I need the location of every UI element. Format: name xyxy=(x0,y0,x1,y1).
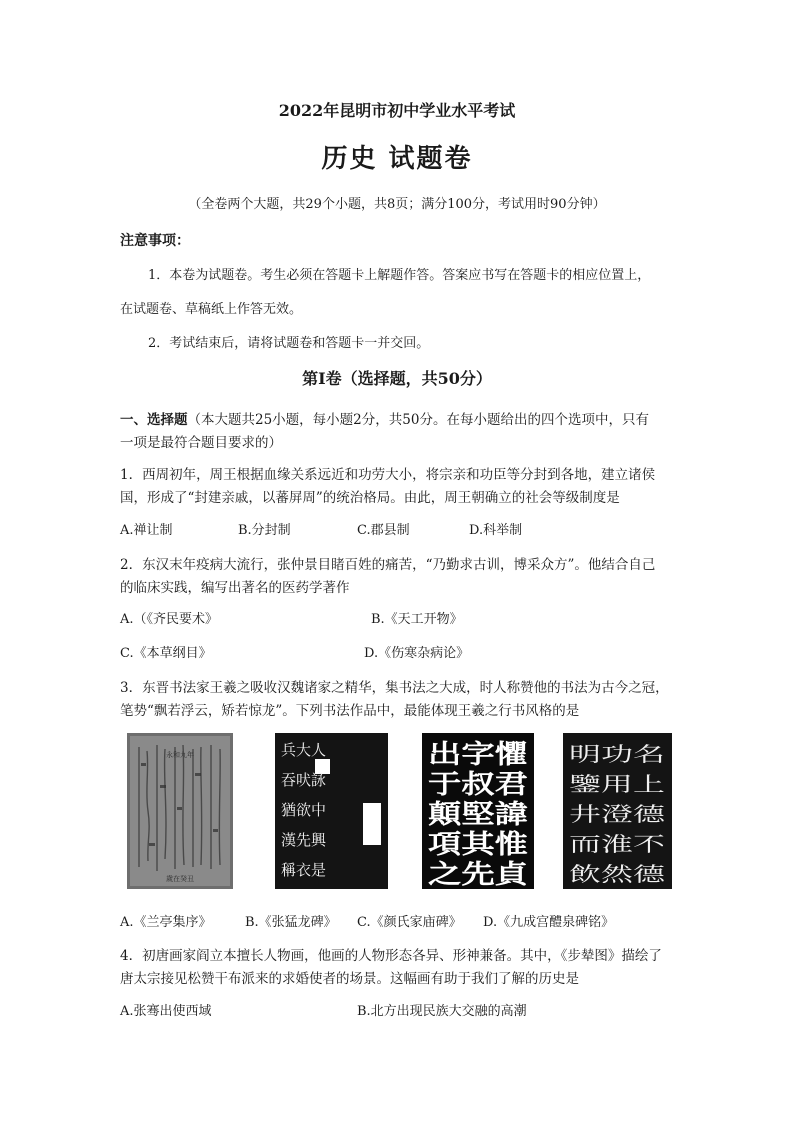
question-1-option-d: D.科举制 xyxy=(469,523,523,538)
question-1-line-2: 国，形成了“封建亲戚，以蕃屏周”的统治格局。由此，周王朝确立的社会等级制度是 xyxy=(120,490,620,506)
question-1-option-a: A.禅让制 xyxy=(120,523,173,538)
calligraphy-c-row-5: 之先貞 xyxy=(428,860,531,889)
calligraphy-b-col-4: 漢先興 xyxy=(281,831,327,849)
question-2-option-c: C.《本草纲目》 xyxy=(120,646,212,661)
calligraphy-c-row-3: 顛堅諱 xyxy=(428,800,528,830)
paper-info: （全卷两个大题，共29个小题，共8页；满分100分，考试用时90分钟） xyxy=(188,197,606,212)
calligraphy-c-row-4: 項其惟 xyxy=(428,830,507,860)
calligraphy-c-row-1: 出字懼 xyxy=(428,740,528,770)
note-item-2: 2．考试结束后，请将试题卷和答题卡一并交回。 xyxy=(148,336,430,351)
question-3-option-b: B.《张猛龙碑》 xyxy=(245,915,337,930)
question-2-line-1: 2．东汉末年疫病大流行，张仲景目睹百姓的痛苦，“乃勤求古训，博采众方”。他结合自己 xyxy=(120,557,656,573)
question-3-line-2: 笔势“飘若浮云，矫若惊龙”。下列书法作品中，最能体现王羲之行书风格的是 xyxy=(120,703,580,719)
question-3-line-1: 3．东晋书法家王羲之吸收汉魏诸家之精华，集书法之大成，时人称赞他的书法为古今之冠， xyxy=(120,680,669,696)
calligraphy-image-c xyxy=(422,733,534,889)
question-4-option-a: A.张骞出使西域 xyxy=(120,1004,212,1019)
calligraphy-b-col-5: 稱衣是 xyxy=(281,861,327,879)
paper-title: 历史 试题卷 xyxy=(321,144,473,174)
calligraphy-c-row-2: 于叔君 xyxy=(428,770,528,800)
question-1-line-1: 1．西周初年，周王根据血缘关系远近和功劳大小，将宗亲和功臣等分封到各地，建立诸侯 xyxy=(120,467,656,483)
exam-title: 2022年昆明市初中学业水平考试 xyxy=(278,101,516,120)
part-desc: （本大题共25小题，每小题2分，共50分。在每小题给出的四个选项中，只有 xyxy=(187,412,649,428)
part-label: 一、选择题 xyxy=(120,412,188,428)
calligraphy-a-text-1: 永和九年 xyxy=(166,751,194,759)
calligraphy-d-row-2: 鑒用上 xyxy=(569,772,665,796)
question-4-line-2: 唐太宗接见松赞干布派来的求婚使者的场景。这幅画有助于我们了解的历史是 xyxy=(120,971,579,987)
calligraphy-image-d xyxy=(563,733,672,889)
calligraphy-image-b xyxy=(275,733,388,889)
question-4-option-b: B.北方出现民族大交融的高潮 xyxy=(357,1004,527,1019)
calligraphy-d-row-3: 井澄德 xyxy=(569,802,667,826)
calligraphy-a-text-2: 歲在癸丑 xyxy=(166,875,194,883)
question-4-line-1: 4．初唐画家阎立本擅长人物画，他画的人物形态各异、形神兼备。其中，《步辇图》描绘了 xyxy=(120,948,662,964)
calligraphy-d-row-4: 而淮不 xyxy=(569,832,665,856)
question-2-line-2: 的临床实践，编写出著名的医药学著作 xyxy=(120,580,350,596)
section-title: 第Ⅰ卷（选择题，共50分） xyxy=(302,369,492,388)
note-item-1: 1．本卷为试题卷。考生必须在答题卡上解题作答。答案应书写在答题卡的相应位置上， xyxy=(148,268,651,283)
calligraphy-d-row-1: 明功名 xyxy=(569,742,665,766)
question-2-option-b: B.《天工开物》 xyxy=(371,612,463,627)
note-item-1-cont: 在试题卷、草稿纸上作答无效。 xyxy=(120,302,303,317)
notes-heading: 注意事项： xyxy=(120,233,190,249)
part-desc-cont: 一项是最符合题目要求的） xyxy=(120,435,282,451)
question-1-option-b: B.分封制 xyxy=(238,523,291,538)
calligraphy-b-col-2: 吞吠詠 xyxy=(281,771,327,789)
question-1-option-c: C.郡县制 xyxy=(357,523,410,538)
question-2-option-d: D.《伤寒杂病论》 xyxy=(364,646,470,661)
question-3-option-d: D.《九成宫醴泉碑铭》 xyxy=(483,915,615,930)
question-2-option-a: A.（《齐民要术》 xyxy=(120,612,219,627)
calligraphy-b-col-3: 猶欲中 xyxy=(281,801,327,819)
calligraphy-image-a xyxy=(127,733,233,889)
part-intro xyxy=(120,408,649,428)
calligraphy-d-row-5: 飲然德 xyxy=(569,862,667,886)
calligraphy-b-col-1: 兵大人 xyxy=(281,741,327,759)
question-3-option-c: C.《颜氏家庙碑》 xyxy=(357,915,462,930)
question-3-option-a: A.《兰亭集序》 xyxy=(120,915,212,930)
